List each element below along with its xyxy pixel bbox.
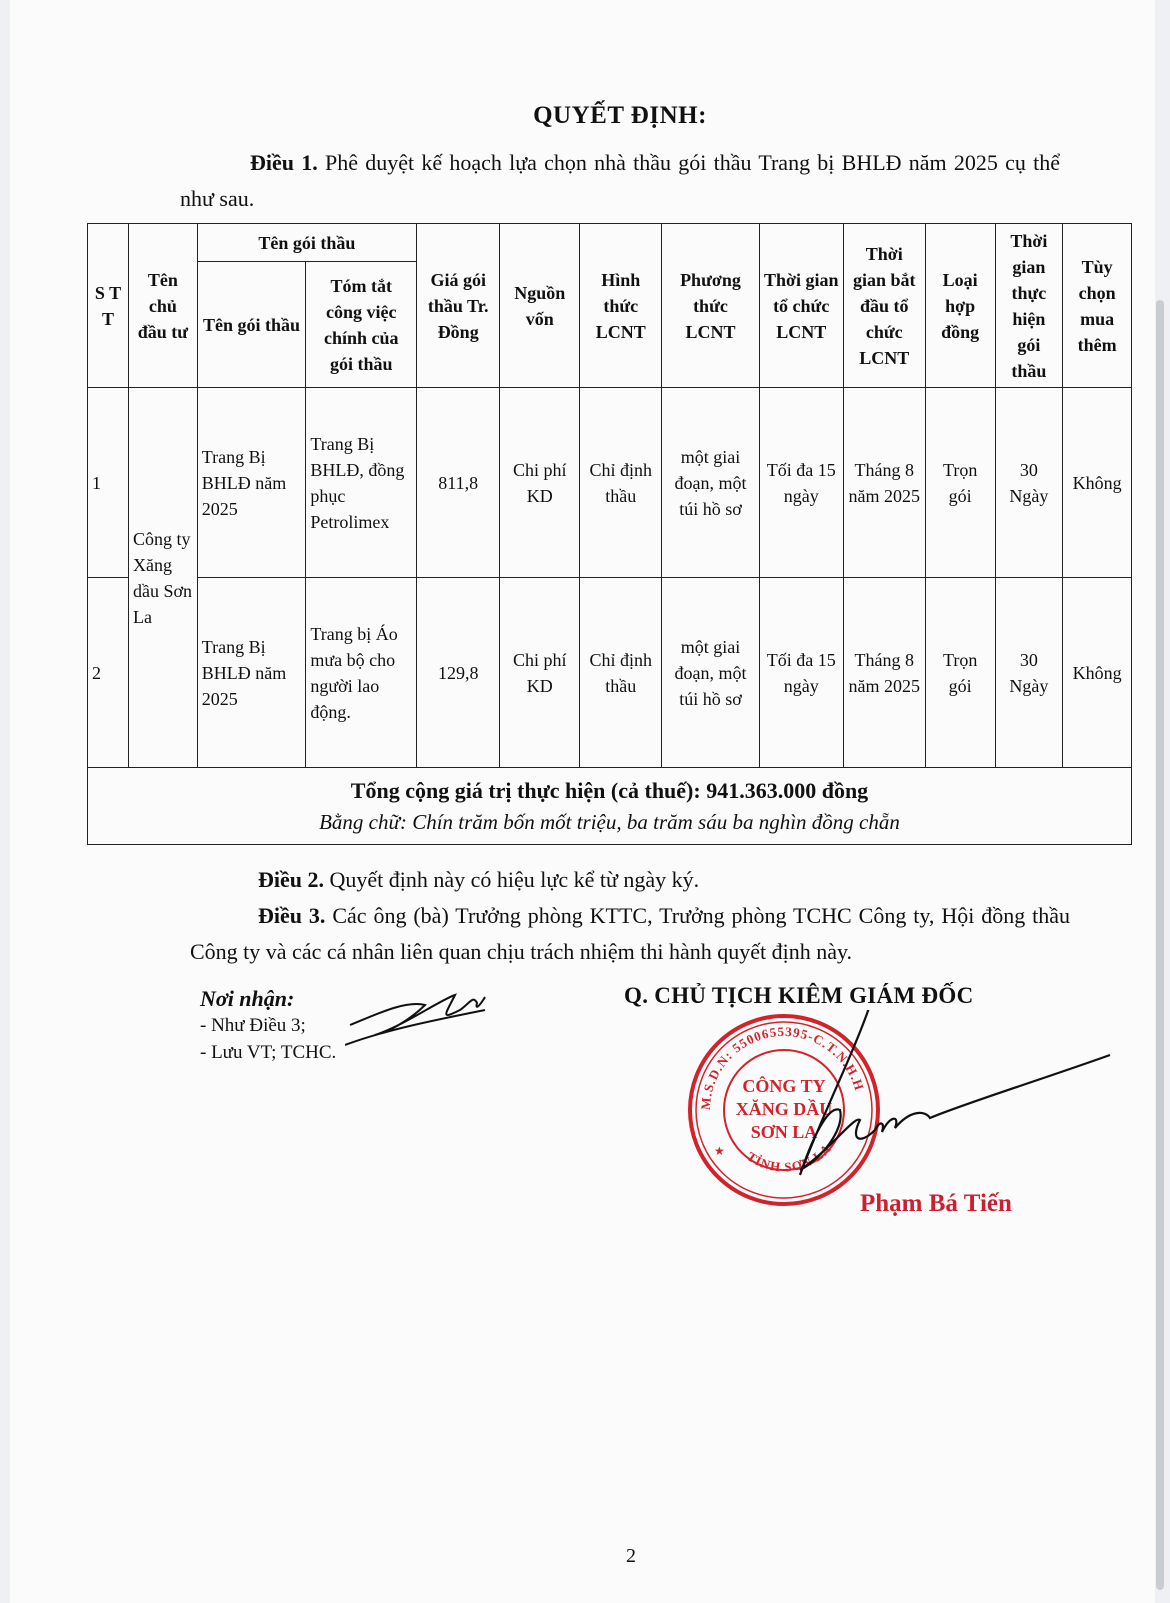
- cell-org-time: Tối đa 15 ngày: [759, 388, 843, 578]
- page-title: QUYẾT ĐỊNH:: [533, 102, 707, 129]
- article-2-label: Điều 2.: [258, 867, 324, 892]
- cell-org-time: Tối đa 15 ngày: [759, 578, 843, 768]
- recipient-item: - Lưu VT; TCHC.: [200, 1042, 337, 1063]
- table-row: [88, 578, 1132, 768]
- scrollbar[interactable]: [1156, 300, 1164, 1590]
- cell-option: Không: [1063, 388, 1132, 578]
- header-org-time: Thời gian tổ chức LCNT: [759, 224, 843, 388]
- seal-ring-bottom: TỈNH SƠN LA: [744, 1140, 835, 1175]
- cell-price: 811,8: [417, 388, 500, 578]
- cell-contract-type: Trọn gói: [925, 388, 995, 578]
- page-number: 2: [626, 1545, 636, 1567]
- total-row: [88, 768, 1132, 845]
- seal-line: SƠN LA: [750, 1122, 818, 1142]
- header-price: Giá gói thầu Tr. Đồng: [417, 224, 500, 388]
- table-row: [88, 388, 1132, 578]
- cell-exec-time: 30 Ngày: [995, 578, 1063, 768]
- cell-price: 129,8: [417, 578, 500, 768]
- header-method: Phương thức LCNT: [662, 224, 759, 388]
- article-3: [190, 898, 1070, 970]
- header-exec-time: Thời gian thực hiện gói thầu: [995, 224, 1063, 388]
- recipient-item: - Như Điều 3;: [200, 1015, 306, 1036]
- header-package-group: Tên gói thầu: [197, 224, 416, 262]
- initial-signature: [345, 985, 495, 1065]
- header-start-time: Thời gian bắt đầu tổ chức LCNT: [843, 224, 925, 388]
- seal-line: CÔNG TY: [742, 1076, 826, 1096]
- cell-exec-time: 30 Ngày: [995, 388, 1063, 578]
- header-option: Tùy chọn mua thêm: [1063, 224, 1132, 388]
- cell-stt: 1: [88, 388, 129, 578]
- header-investor: Tên chủ đầu tư: [129, 224, 198, 388]
- cell-start-time: Tháng 8 năm 2025: [843, 388, 925, 578]
- cell-stt: 2: [88, 578, 129, 768]
- header-form: Hình thức LCNT: [580, 224, 662, 388]
- cell-method: một giai đoạn, một túi hồ sơ: [662, 388, 759, 578]
- cell-summary: Trang Bị BHLĐ, đồng phục Petrolimex: [306, 388, 417, 578]
- cell-form: Chỉ định thầu: [580, 578, 662, 768]
- cell-investor: Công ty Xăng dầu Sơn La: [129, 388, 198, 768]
- header-package-name: Tên gói thầu: [197, 262, 306, 388]
- article-1-text: Phê duyệt kế hoạch lựa chọn nhà thầu gói thầu Trang bị BHLĐ năm 2025 cụ thể như sau.: [180, 150, 1061, 211]
- cell-method: một giai đoạn, một túi hồ sơ: [662, 578, 759, 768]
- seal-ring-top: M.S.D.N: 5500655395-C.T.N.H.H: [697, 1023, 868, 1111]
- article-3-label: Điều 3.: [258, 903, 326, 928]
- cell-package-name: Trang Bị BHLĐ năm 2025: [197, 578, 306, 768]
- article-2-text: Quyết định này có hiệu lực kể từ ngày ký.: [324, 867, 700, 892]
- header-contract-type: Loại hợp đồng: [925, 224, 995, 388]
- cell-summary: Trang bị Áo mưa bộ cho người lao động.: [306, 578, 417, 768]
- cell-funding: Chi phí KD: [500, 578, 580, 768]
- total-value: Tổng cộng giá trị thực hiện (cả thuế): 941.363.000 đồng: [350, 778, 869, 803]
- signer-title: Q. CHỦ TỊCH KIÊM GIÁM ĐỐC: [624, 983, 974, 1008]
- header-summary: Tóm tắt công việc chính của gói thầu: [306, 262, 417, 388]
- cell-form: Chỉ định thầu: [580, 388, 662, 578]
- cell-contract-type: Trọn gói: [925, 578, 995, 768]
- article-2: [258, 862, 699, 898]
- cell-option: Không: [1063, 578, 1132, 768]
- article-1-label: Điều 1.: [250, 150, 318, 175]
- header-funding: Nguồn vốn: [500, 224, 580, 388]
- header-stt: S T T: [88, 224, 129, 388]
- signer-name: Phạm Bá Tiến: [860, 1190, 1012, 1217]
- total-in-words: Bằng chữ: Chín trăm bốn mốt triệu, ba trăm sáu ba nghìn đồng chẵn: [319, 810, 900, 834]
- director-signature: [760, 1010, 1120, 1210]
- cell-start-time: Tháng 8 năm 2025: [843, 578, 925, 768]
- recipients-block: [200, 985, 336, 1066]
- article-1: [180, 145, 1060, 217]
- procurement-plan-table: [87, 223, 1132, 845]
- seal-star: ★: [714, 1144, 725, 1158]
- cell-funding: Chi phí KD: [500, 388, 580, 578]
- seal-line: XĂNG DẦU: [735, 1099, 833, 1119]
- cell-package-name: Trang Bị BHLĐ năm 2025: [197, 388, 306, 578]
- article-3-text: Các ông (bà) Trưởng phòng KTTC, Trưởng phòng TCHC Công ty, Hội đồng thầu Công ty và các cá nhân liên quan chịu trách nhiệm thi hành quyết định này.: [190, 903, 1071, 964]
- recipients-title: Nơi nhận:: [200, 986, 295, 1011]
